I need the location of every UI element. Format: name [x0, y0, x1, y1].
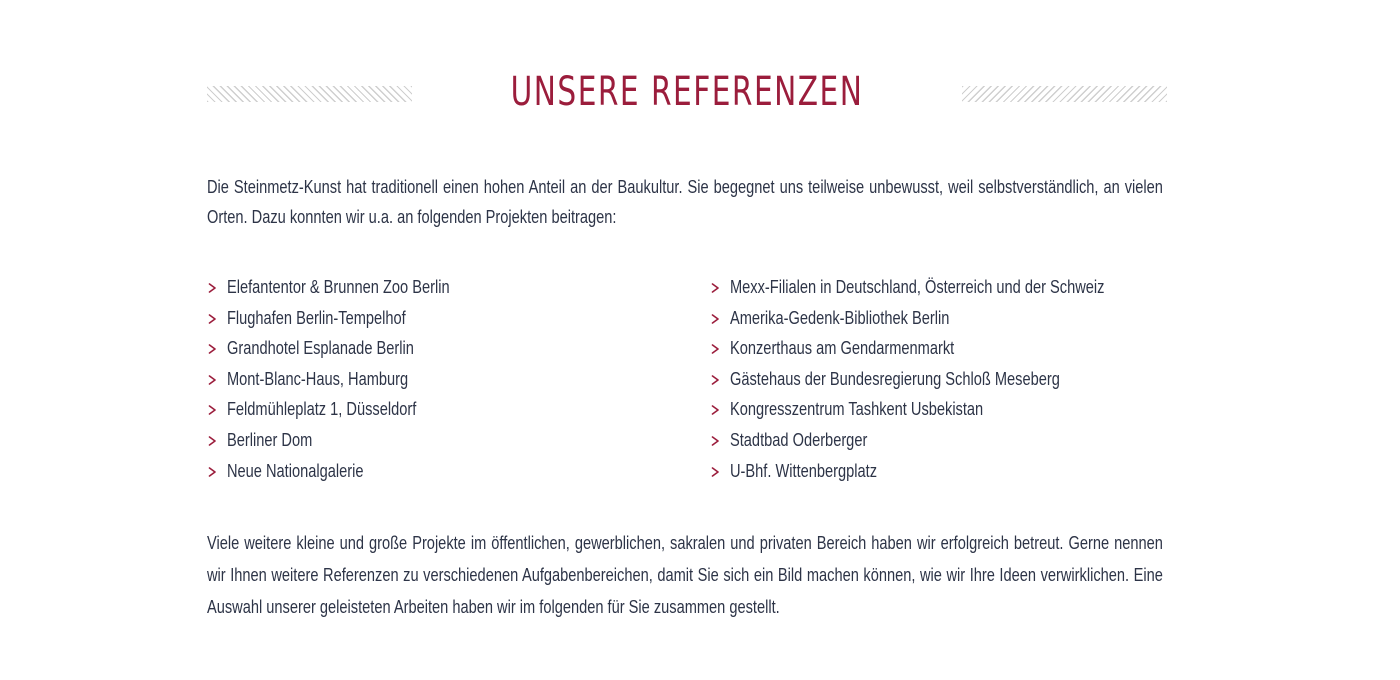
list-item — [710, 303, 1204, 334]
reference-list-right — [710, 272, 1204, 486]
reference-label: Amerika-Gedenk-Bibliothek Berlin — [730, 306, 950, 328]
reference-label: Feldmühleplatz 1, Düsseldorf — [227, 398, 417, 420]
list-item — [710, 364, 1204, 395]
chevron-right-icon — [711, 436, 720, 446]
reference-label: Mont-Blanc-Haus, Hamburg — [227, 367, 409, 389]
list-item — [207, 364, 509, 395]
reference-label: Flughafen Berlin-Tempelhof — [227, 306, 406, 328]
chevron-right-icon — [208, 467, 217, 477]
reference-label: Stadtbad Oderberger — [730, 428, 868, 450]
reference-label: Neue Nationalgalerie — [227, 459, 364, 481]
decorative-hatch-right — [962, 86, 1167, 102]
chevron-right-icon — [208, 405, 217, 415]
list-item — [207, 425, 509, 456]
chevron-right-icon — [711, 467, 720, 477]
decorative-hatch-left — [207, 86, 412, 102]
list-item — [207, 303, 509, 334]
reference-label: Kongresszentrum Tashkent Usbekistan — [730, 398, 984, 420]
reference-label: Grandhotel Esplanade Berlin — [227, 337, 414, 359]
chevron-right-icon — [208, 314, 217, 324]
reference-list-left — [207, 272, 509, 486]
list-item — [710, 272, 1204, 303]
chevron-right-icon — [711, 375, 720, 385]
reference-label: Mexx-Filialen in Deutschland, Österreich und der Schweiz — [730, 276, 1105, 297]
chevron-right-icon — [208, 375, 217, 385]
chevron-right-icon — [711, 314, 720, 324]
reference-label: Konzerthaus am Gendarmenmarkt — [730, 337, 955, 359]
outro-paragraph: Viele weitere kleine und große Projekte im öffentlichen, gewerblichen, sakralen und privaten Bereich haben wir erfolgreich betreut. Gerne nennen wir Ihnen weitere Referenzen zu verschiedenen Aufgabenbereichen, damit Sie sich ein Bild machen können, wie wir Ihre Ideen verwirklichen. Eine Auswahl unserer geleisteten Arbeiten haben wir im folgenden für Sie zusammen gestellt. — [207, 532, 1163, 617]
section-heading — [207, 66, 1167, 118]
chevron-right-icon — [208, 436, 217, 446]
chevron-right-icon — [711, 405, 720, 415]
reference-label: Elefantentor & Brunnen Zoo Berlin — [227, 276, 450, 297]
reference-label: Berliner Dom — [227, 428, 313, 450]
chevron-right-icon — [208, 283, 217, 293]
list-item — [710, 456, 1204, 487]
list-item — [710, 425, 1204, 456]
list-item — [207, 272, 509, 303]
list-item — [710, 333, 1204, 364]
intro-paragraph: Die Steinmetz-Kunst hat traditionell einen hohen Anteil an der Baukultur. Sie begegnet uns teilweise unbewusst, weil selbstverständlich, an vielen Orten. Dazu konnten wir u.a. an folgenden Projekten beitragen: — [207, 176, 1163, 227]
reference-label: U-Bhf. Wittenbergplatz — [730, 459, 878, 481]
list-item — [207, 394, 509, 425]
chevron-right-icon — [711, 344, 720, 354]
chevron-right-icon — [711, 283, 720, 293]
list-item — [207, 456, 509, 487]
chevron-right-icon — [208, 344, 217, 354]
reference-label: Gästehaus der Bundesregierung Schloß Meseberg — [730, 367, 1060, 389]
page-title: UNSERE REFERENZEN — [510, 69, 864, 115]
list-item — [710, 394, 1204, 425]
list-item — [207, 333, 509, 364]
